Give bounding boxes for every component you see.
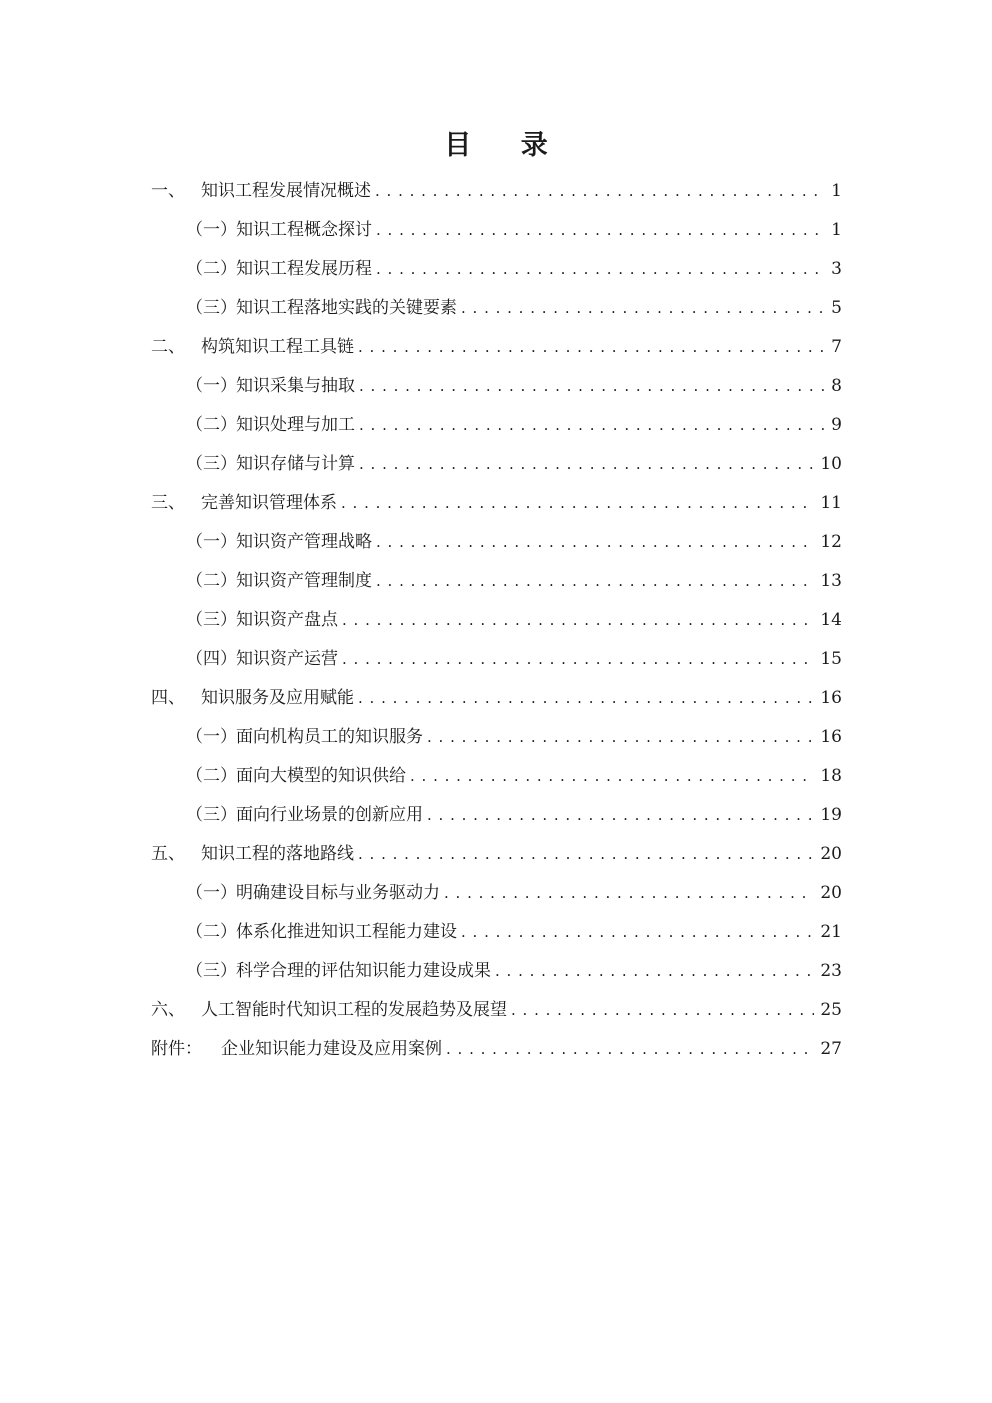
toc-entry-page-number: 16 [820,688,842,708]
toc-entry-title: 知识资产盘点 [236,610,338,630]
toc-entry-title: 人工智能时代知识工程的发展趋势及展望 [201,1000,507,1020]
toc-entry-page-number: 16 [820,727,842,747]
toc-dot-leader [410,757,814,796]
toc-entry[interactable] [186,601,842,640]
page-title: 目 录 [444,130,568,161]
toc-dot-leader [359,367,825,406]
toc-dot-leader [427,718,814,757]
toc-entry[interactable] [151,172,842,211]
toc-entry-title: 知识服务及应用赋能 [201,688,354,708]
toc-entry-page-number: 20 [820,844,842,864]
toc-entry-number: 六、 [151,1000,185,1020]
toc-entry-title: 知识资产管理制度 [236,571,372,591]
toc-dot-leader [376,211,825,250]
table-of-contents [0,172,992,1069]
toc-entry-title: 体系化推进知识工程能力建设 [236,922,457,942]
toc-dot-leader [427,796,814,835]
toc-entry-page-number: 23 [820,961,842,981]
toc-entry-number: （三） [186,805,237,825]
toc-entry-page-number: 1 [831,181,842,201]
toc-entry-page-number: 5 [831,298,842,318]
toc-entry[interactable] [186,640,842,679]
toc-entry-number: （二） [186,259,237,279]
toc-entry-number: （四） [186,649,237,669]
toc-entry-title: 面向行业场景的创新应用 [236,805,423,825]
toc-dot-leader [446,1030,814,1069]
toc-entry-number: （二） [186,766,237,786]
toc-entry-number: （一） [186,883,237,903]
toc-entry[interactable] [151,679,842,718]
toc-entry-number: 三、 [151,493,185,513]
toc-entry-title: 知识工程发展历程 [236,259,372,279]
toc-dot-leader [342,601,814,640]
toc-entry-page-number: 20 [820,883,842,903]
toc-entry-page-number: 10 [820,454,842,474]
toc-dot-leader [358,679,814,718]
toc-entry-title: 构筑知识工程工具链 [201,337,354,357]
toc-dot-leader [358,835,814,874]
toc-entry-number: 五、 [151,844,185,864]
toc-dot-leader [341,484,814,523]
toc-entry[interactable] [151,991,842,1030]
toc-entry[interactable] [186,250,842,289]
toc-entry-page-number: 21 [820,922,842,942]
toc-entry-page-number: 12 [820,532,842,552]
toc-entry[interactable] [151,835,842,874]
toc-entry[interactable] [186,718,842,757]
toc-entry[interactable] [151,484,842,523]
toc-entry-page-number: 9 [831,415,842,435]
toc-dot-leader [358,328,825,367]
toc-entry-page-number: 18 [820,766,842,786]
toc-entry-page-number: 19 [820,805,842,825]
toc-entry-number: 四、 [151,688,185,708]
toc-entry-number: （三） [186,454,237,474]
toc-entry-number: （二） [186,922,237,942]
toc-entry-page-number: 7 [831,337,842,357]
toc-dot-leader [495,952,814,991]
toc-dot-leader [461,289,825,328]
toc-entry[interactable] [186,211,842,250]
toc-dot-leader [342,640,814,679]
toc-entry-title: 知识资产运营 [236,649,338,669]
toc-entry-page-number: 11 [820,493,842,513]
toc-entry[interactable] [186,445,842,484]
toc-entry-number: （二） [186,415,237,435]
toc-dot-leader [359,406,825,445]
toc-entry-page-number: 8 [831,376,842,396]
toc-entry[interactable] [186,952,842,991]
toc-dot-leader [375,172,825,211]
toc-entry-title: 知识存储与计算 [236,454,355,474]
toc-dot-leader [376,523,814,562]
toc-entry[interactable] [186,289,842,328]
toc-entry-number: （三） [186,610,237,630]
toc-entry-number: 附件： [151,1039,202,1059]
toc-entry-title: 科学合理的评估知识能力建设成果 [236,961,491,981]
toc-entry-title: 知识工程概念探讨 [236,220,372,240]
toc-entry-number: （一） [186,727,237,747]
toc-entry-number: （二） [186,571,237,591]
toc-entry[interactable] [186,367,842,406]
toc-dot-leader [444,874,814,913]
toc-entry[interactable] [186,406,842,445]
toc-entry-title: 知识采集与抽取 [236,376,355,396]
toc-dot-leader [511,991,814,1030]
toc-entry-title: 知识资产管理战略 [236,532,372,552]
toc-entry[interactable] [186,913,842,952]
toc-dot-leader [376,250,825,289]
toc-entry-number: 二、 [151,337,185,357]
toc-entry-page-number: 3 [831,259,842,279]
toc-entry-page-number: 14 [820,610,842,630]
toc-entry-number: 一、 [151,181,185,201]
toc-entry-number: （一） [186,532,237,552]
toc-entry[interactable] [186,874,842,913]
toc-entry-number: （一） [186,376,237,396]
toc-entry-title: 知识工程的落地路线 [201,844,354,864]
toc-entry-title: 知识处理与加工 [236,415,355,435]
toc-entry-title: 知识工程落地实践的关键要素 [236,298,457,318]
toc-dot-leader [461,913,814,952]
toc-entry-page-number: 27 [820,1039,842,1059]
toc-entry[interactable] [151,328,842,367]
toc-entry-title: 面向机构员工的知识服务 [236,727,423,747]
toc-entry-title: 明确建设目标与业务驱动力 [236,883,440,903]
toc-entry-page-number: 13 [820,571,842,591]
toc-dot-leader [359,445,814,484]
toc-entry[interactable] [151,1030,842,1069]
toc-entry[interactable] [186,523,842,562]
toc-entry[interactable] [186,562,842,601]
toc-entry-number: （一） [186,220,237,240]
toc-entry-title: 企业知识能力建设及应用案例 [221,1039,442,1059]
toc-entry-page-number: 25 [820,1000,842,1020]
toc-entry[interactable] [186,757,842,796]
toc-dot-leader [376,562,814,601]
toc-entry-title: 面向大模型的知识供给 [236,766,406,786]
toc-entry-title: 知识工程发展情况概述 [201,181,371,201]
toc-entry-page-number: 15 [820,649,842,669]
toc-entry-page-number: 1 [831,220,842,240]
toc-entry-title: 完善知识管理体系 [201,493,337,513]
toc-entry[interactable] [186,796,842,835]
toc-entry-number: （三） [186,298,237,318]
toc-entry-number: （三） [186,961,237,981]
